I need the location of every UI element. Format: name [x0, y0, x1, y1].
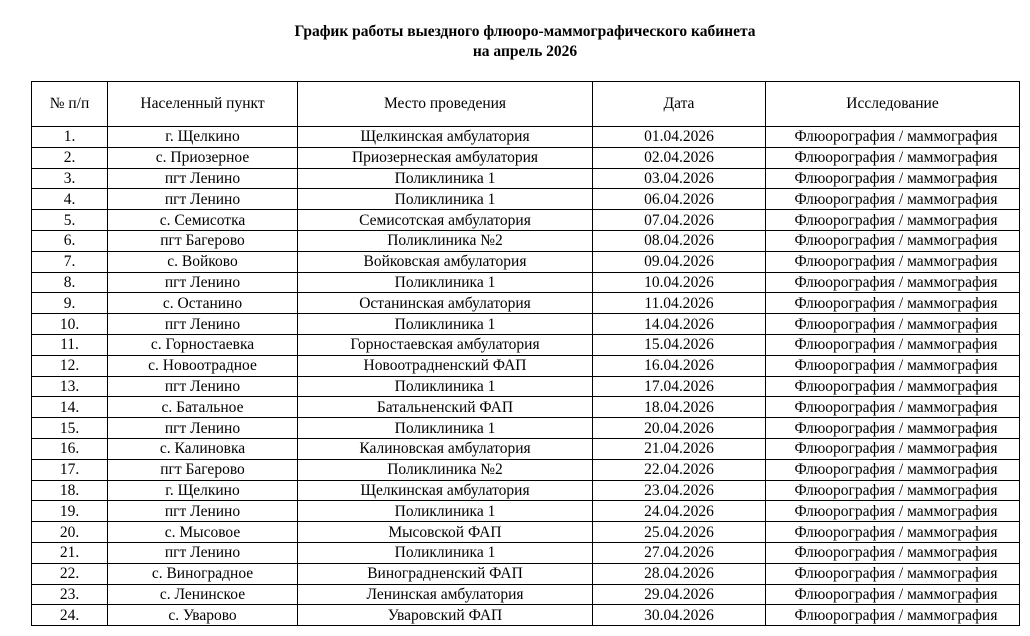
table-row: [32, 480, 1020, 501]
table-row: [32, 210, 1020, 231]
venue-cell: Батальненский ФАП: [298, 397, 593, 418]
row-number: 23.: [32, 584, 108, 605]
row-number: 1.: [32, 127, 108, 148]
date-cell: 20.04.2026: [593, 418, 766, 439]
date-cell: 23.04.2026: [593, 480, 766, 501]
schedule-table-header: [32, 82, 1020, 127]
row-number: 14.: [32, 397, 108, 418]
study-cell: Флюорография / маммография: [766, 334, 1020, 355]
venue-cell: Уваровский ФАП: [298, 605, 593, 626]
locality-cell: с. Горностаевка: [108, 334, 298, 355]
locality-cell: пгт Багерово: [108, 230, 298, 251]
date-cell: 06.04.2026: [593, 189, 766, 210]
venue-cell: Щелкинская амбулатория: [298, 127, 593, 148]
venue-cell: Щелкинская амбулатория: [298, 480, 593, 501]
table-row: [32, 397, 1020, 418]
header-venue: Место проведения: [298, 82, 593, 127]
document-title: График работы выездного флюоро-маммографического кабинета: [294, 23, 756, 40]
table-row: [32, 438, 1020, 459]
row-number: 12.: [32, 355, 108, 376]
row-number: 15.: [32, 418, 108, 439]
table-row: [32, 334, 1020, 355]
venue-cell: Семисотская амбулатория: [298, 210, 593, 231]
date-cell: 09.04.2026: [593, 251, 766, 272]
row-number: 16.: [32, 438, 108, 459]
locality-cell: с. Батальное: [108, 397, 298, 418]
date-cell: 17.04.2026: [593, 376, 766, 397]
study-cell: Флюорография / маммография: [766, 230, 1020, 251]
table-row: [32, 542, 1020, 563]
locality-cell: с. Ленинское: [108, 584, 298, 605]
study-cell: Флюорография / маммография: [766, 210, 1020, 231]
venue-cell: Поликлиника 1: [298, 272, 593, 293]
header-number: № п/п: [32, 82, 108, 127]
venue-cell: Поликлиника 1: [298, 168, 593, 189]
document-subtitle: на апрель 2026: [472, 43, 578, 60]
date-cell: 24.04.2026: [593, 501, 766, 522]
table-row: [32, 459, 1020, 480]
venue-cell: Поликлиника 1: [298, 542, 593, 563]
row-number: 20.: [32, 522, 108, 543]
date-cell: 15.04.2026: [593, 334, 766, 355]
date-cell: 21.04.2026: [593, 438, 766, 459]
row-number: 17.: [32, 459, 108, 480]
row-number: 4.: [32, 189, 108, 210]
venue-cell: Горностаевская амбулатория: [298, 334, 593, 355]
study-cell: Флюорография / маммография: [766, 251, 1020, 272]
table-row: [32, 272, 1020, 293]
study-cell: Флюорография / маммография: [766, 605, 1020, 626]
date-cell: 10.04.2026: [593, 272, 766, 293]
header-row: [32, 82, 1020, 127]
study-cell: Флюорография / маммография: [766, 459, 1020, 480]
table-row: [32, 168, 1020, 189]
row-number: 13.: [32, 376, 108, 397]
study-cell: Флюорография / маммография: [766, 168, 1020, 189]
venue-cell: Поликлиника 1: [298, 376, 593, 397]
date-cell: 22.04.2026: [593, 459, 766, 480]
study-cell: Флюорография / маммография: [766, 563, 1020, 584]
venue-cell: Войковская амбулатория: [298, 251, 593, 272]
header-study: Исследование: [766, 82, 1020, 127]
study-cell: Флюорография / маммография: [766, 584, 1020, 605]
locality-cell: с. Приозерное: [108, 147, 298, 168]
locality-cell: с. Мысовое: [108, 522, 298, 543]
date-cell: 25.04.2026: [593, 522, 766, 543]
study-cell: Флюорография / маммография: [766, 293, 1020, 314]
date-cell: 03.04.2026: [593, 168, 766, 189]
study-cell: Флюорография / маммография: [766, 314, 1020, 335]
table-row: [32, 314, 1020, 335]
venue-cell: Приозернеская амбулатория: [298, 147, 593, 168]
locality-cell: пгт Ленино: [108, 376, 298, 397]
date-cell: 30.04.2026: [593, 605, 766, 626]
study-cell: Флюорография / маммография: [766, 127, 1020, 148]
table-row: [32, 563, 1020, 584]
locality-cell: с. Калиновка: [108, 438, 298, 459]
locality-cell: пгт Ленино: [108, 314, 298, 335]
venue-cell: Поликлиника №2: [298, 230, 593, 251]
locality-cell: с. Уварово: [108, 605, 298, 626]
table-row: [32, 147, 1020, 168]
row-number: 19.: [32, 501, 108, 522]
study-cell: Флюорография / маммография: [766, 376, 1020, 397]
study-cell: Флюорография / маммография: [766, 542, 1020, 563]
study-cell: Флюорография / маммография: [766, 147, 1020, 168]
venue-cell: Поликлиника 1: [298, 501, 593, 522]
locality-cell: пгт Ленино: [108, 418, 298, 439]
date-cell: 11.04.2026: [593, 293, 766, 314]
venue-cell: Новоотрадненский ФАП: [298, 355, 593, 376]
study-cell: Флюорография / маммография: [766, 501, 1020, 522]
locality-cell: пгт Ленино: [108, 272, 298, 293]
locality-cell: с. Виноградное: [108, 563, 298, 584]
venue-cell: Винограднeнский ФАП: [298, 563, 593, 584]
locality-cell: пгт Ленино: [108, 542, 298, 563]
venue-cell: Мысовской ФАП: [298, 522, 593, 543]
venue-cell: Ленинская амбулатория: [298, 584, 593, 605]
venue-cell: Поликлиника 1: [298, 418, 593, 439]
table-row: [32, 522, 1020, 543]
date-cell: 02.04.2026: [593, 147, 766, 168]
venue-cell: Поликлиника 1: [298, 189, 593, 210]
table-row: [32, 605, 1020, 626]
date-cell: 29.04.2026: [593, 584, 766, 605]
row-number: 2.: [32, 147, 108, 168]
study-cell: Флюорография / маммография: [766, 418, 1020, 439]
table-row: [32, 230, 1020, 251]
table-row: [32, 584, 1020, 605]
row-number: 9.: [32, 293, 108, 314]
study-cell: Флюорография / маммография: [766, 189, 1020, 210]
row-number: 6.: [32, 230, 108, 251]
row-number: 11.: [32, 334, 108, 355]
header-date: Дата: [593, 82, 766, 127]
venue-cell: Калиновская амбулатория: [298, 438, 593, 459]
date-cell: 16.04.2026: [593, 355, 766, 376]
row-number: 7.: [32, 251, 108, 272]
date-cell: 14.04.2026: [593, 314, 766, 335]
locality-cell: с. Останино: [108, 293, 298, 314]
table-row: [32, 418, 1020, 439]
study-cell: Флюорография / маммография: [766, 522, 1020, 543]
header-locality: Населенный пункт: [108, 82, 298, 127]
row-number: 21.: [32, 542, 108, 563]
locality-cell: с. Семисотка: [108, 210, 298, 231]
table-row: [32, 189, 1020, 210]
locality-cell: г. Щелкино: [108, 480, 298, 501]
row-number: 3.: [32, 168, 108, 189]
study-cell: Флюорография / маммография: [766, 397, 1020, 418]
row-number: 10.: [32, 314, 108, 335]
study-cell: Флюорография / маммография: [766, 355, 1020, 376]
date-cell: 18.04.2026: [593, 397, 766, 418]
row-number: 18.: [32, 480, 108, 501]
venue-cell: Поликлиника №2: [298, 459, 593, 480]
locality-cell: с. Новоотрадное: [108, 355, 298, 376]
venue-cell: Останинская амбулатория: [298, 293, 593, 314]
locality-cell: пгт Ленино: [108, 501, 298, 522]
locality-cell: г. Щелкино: [108, 127, 298, 148]
schedule-table-body: [32, 127, 1020, 626]
table-row: [32, 376, 1020, 397]
row-number: 8.: [32, 272, 108, 293]
date-cell: 28.04.2026: [593, 563, 766, 584]
study-cell: Флюорография / маммография: [766, 272, 1020, 293]
table-row: [32, 127, 1020, 148]
locality-cell: с. Войково: [108, 251, 298, 272]
locality-cell: пгт Ленино: [108, 168, 298, 189]
date-cell: 27.04.2026: [593, 542, 766, 563]
row-number: 5.: [32, 210, 108, 231]
study-cell: Флюорография / маммография: [766, 480, 1020, 501]
table-row: [32, 251, 1020, 272]
schedule-table: [31, 81, 1020, 626]
table-row: [32, 293, 1020, 314]
row-number: 24.: [32, 605, 108, 626]
study-cell: Флюорография / маммография: [766, 438, 1020, 459]
date-cell: 07.04.2026: [593, 210, 766, 231]
locality-cell: пгт Ленино: [108, 189, 298, 210]
locality-cell: пгт Багерово: [108, 459, 298, 480]
row-number: 22.: [32, 563, 108, 584]
date-cell: 01.04.2026: [593, 127, 766, 148]
venue-cell: Поликлиника 1: [298, 314, 593, 335]
table-row: [32, 355, 1020, 376]
date-cell: 08.04.2026: [593, 230, 766, 251]
table-row: [32, 501, 1020, 522]
